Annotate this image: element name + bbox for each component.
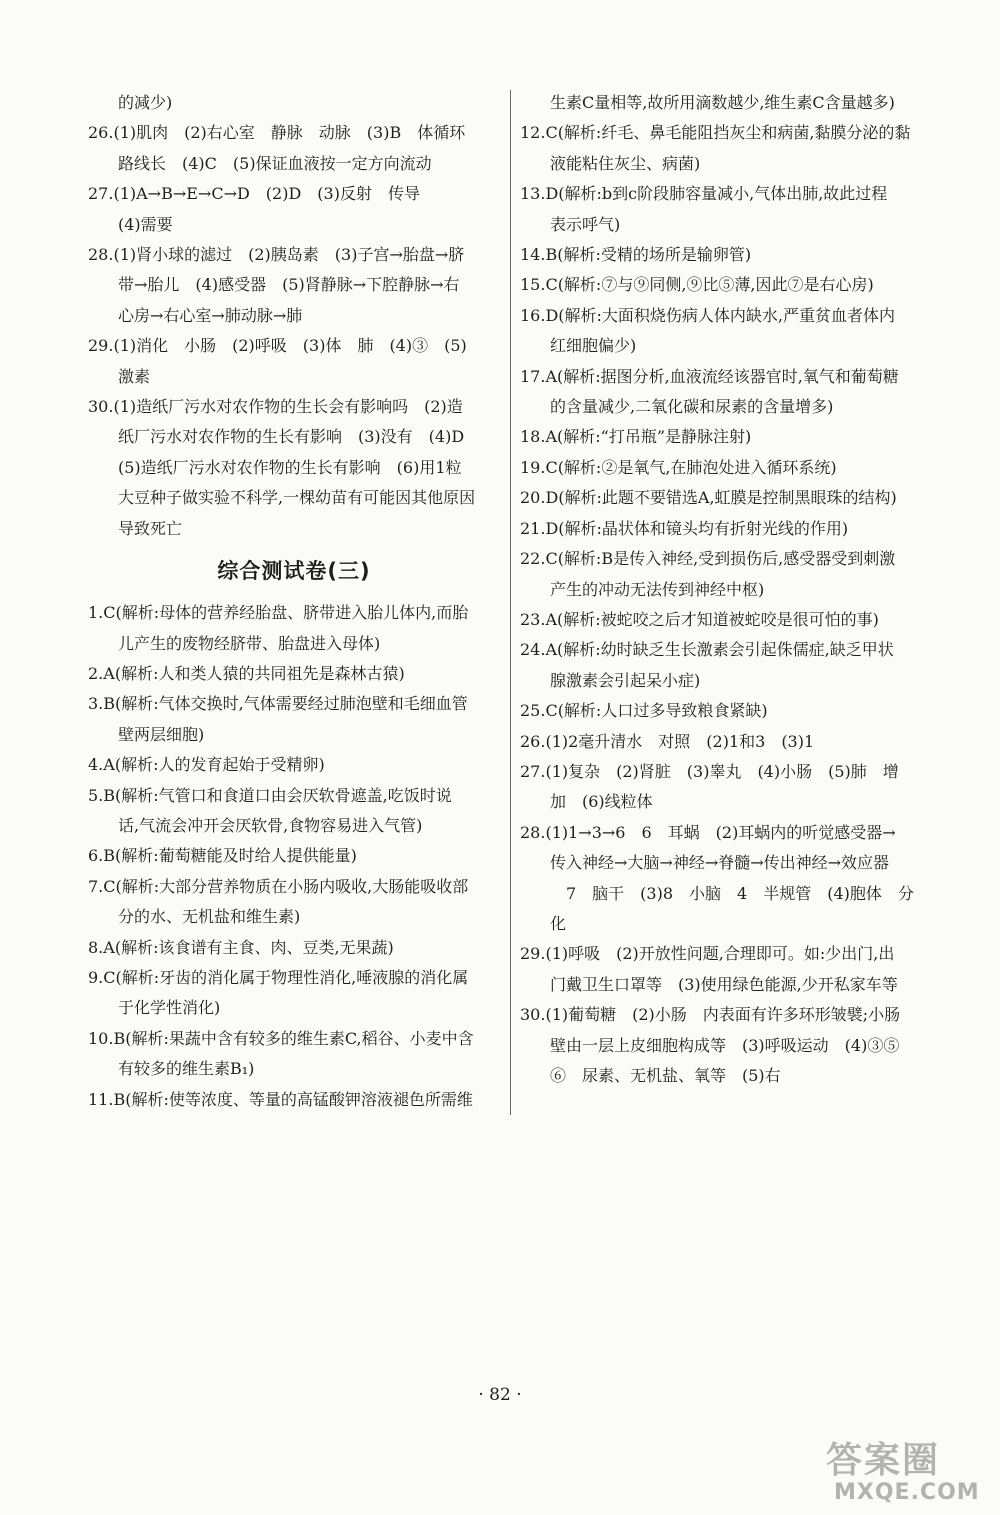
answer-line: 22.C(解析:B是传入神经,受到损伤后,感受器受到刺激	[520, 549, 896, 569]
left-answer-list-2	[88, 598, 500, 1115]
answer-item	[88, 88, 500, 118]
answer-line: 壁两层细胞)	[118, 724, 205, 744]
answer-line: 8.A(解析:该食谱有主食、肉、豆类,无果蔬)	[88, 937, 394, 957]
answer-line: 分的水、无机盐和维生素)	[118, 907, 301, 927]
answer-item	[88, 392, 500, 544]
answer-line: 17.A(解析:据图分析,血液流经该器官时,氧气和葡萄糖	[520, 366, 899, 386]
answer-item	[520, 362, 935, 423]
right-answer-list	[520, 88, 935, 1091]
answer-line: 壁由一层上皮细胞构成等 (3)呼吸运动 (4)③⑤	[550, 1035, 900, 1055]
answer-line: 18.A(解析:“打吊瓶”是静脉注射)	[520, 427, 752, 447]
answer-item	[520, 514, 935, 544]
answer-item	[88, 933, 500, 963]
answer-line: 红细胞偏少)	[550, 336, 637, 356]
answer-line: 心房→右心室→肺动脉→肺	[118, 305, 303, 325]
answer-line: 5.B(解析:气管口和食道口由会厌软骨遮盖,吃饭时说	[88, 785, 452, 805]
answer-line: 12.C(解析:纤毛、鼻毛能阻挡灰尘和病菌,黏膜分泌的黏	[520, 123, 911, 143]
answer-line: 产生的冲动无法传到神经中枢)	[550, 579, 765, 599]
answer-line: 29.(1)呼吸 (2)开放性问题,合理即可。如:少出门,出	[520, 944, 895, 964]
answer-line: (5)造纸厂污水对农作物的生长有影响 (6)用1粒	[118, 457, 462, 477]
answer-item	[88, 1024, 500, 1085]
column-divider	[510, 90, 511, 1115]
left-answer-list	[88, 88, 500, 544]
answer-line: 门戴卫生口罩等 (3)使用绿色能源,少开私家车等	[550, 974, 898, 994]
answer-item	[88, 1085, 500, 1115]
answer-line: 30.(1)葡萄糖 (2)小肠 内表面有许多环形皱襞;小肠	[520, 1005, 901, 1025]
answer-item	[520, 544, 935, 605]
watermark-text: 答案圈	[826, 1440, 941, 1481]
answer-line: 腺激素会引起呆小症)	[550, 670, 701, 690]
answer-item	[88, 872, 500, 933]
answer-line: 话,气流会冲开会厌软骨,食物容易进入气管)	[118, 815, 423, 835]
answer-line: 激素	[118, 366, 151, 386]
answer-item	[88, 963, 500, 1024]
answer-line: 21.D(解析:晶状体和镜头均有折射光线的作用)	[520, 518, 849, 538]
right-column	[520, 88, 935, 1091]
answer-line: 28.(1)1→3→6 6 耳蜗 (2)耳蜗内的听觉感受器→	[520, 822, 896, 842]
answer-line: 16.D(解析:大面积烧伤病人体内缺水,严重贫血者体内	[520, 305, 895, 325]
answer-line: 传入神经→大脑→神经→脊髓→传出神经→效应器	[550, 853, 890, 873]
answer-line: 20.D(解析:此题不要错选A,虹膜是控制黑眼珠的结构)	[520, 488, 897, 508]
answer-item	[520, 301, 935, 362]
answer-item	[520, 88, 935, 118]
answer-item	[88, 841, 500, 871]
answer-line: 4.A(解析:人的发育起始于受精卵)	[88, 755, 325, 775]
answer-line: 14.B(解析:受精的场所是输卵管)	[520, 245, 752, 265]
answer-item	[520, 240, 935, 270]
answer-item	[88, 179, 500, 240]
answer-line: 30.(1)造纸厂污水对农作物的生长会有影响吗 (2)造	[88, 397, 463, 417]
answer-item	[520, 757, 935, 818]
answer-line: 于化学性消化)	[118, 998, 221, 1018]
answer-item	[520, 727, 935, 757]
answer-item	[520, 422, 935, 452]
answer-line: 大豆种子做实验不科学,一棵幼苗有可能因其他原因	[118, 488, 476, 508]
answer-item	[520, 483, 935, 513]
answer-line: 儿产生的废物经脐带、胎盘进入母体)	[118, 633, 381, 653]
answer-line: (4)需要	[118, 214, 173, 234]
answer-item	[520, 605, 935, 635]
answer-line: 带→胎儿 (4)感受器 (5)肾静脉→下腔静脉→右	[118, 275, 460, 295]
answer-item	[88, 240, 500, 331]
answer-item	[88, 689, 500, 750]
answer-line: 加 (6)线粒体	[550, 792, 653, 812]
answer-line: 29.(1)消化 小肠 (2)呼吸 (3)体 肺 (4)③ (5)	[88, 336, 467, 356]
answer-item	[520, 118, 935, 179]
answer-line: 7.C(解析:大部分营养物质在小肠内吸收,大肠能吸收部	[88, 876, 469, 896]
answer-line: 27.(1)A→B→E→C→D (2)D (3)反射 传导	[88, 184, 420, 204]
answer-line: 纸厂污水对农作物的生长有影响 (3)没有 (4)D	[118, 427, 465, 447]
answer-line: 表示呼气)	[550, 214, 621, 234]
answer-line: 的含量减少,二氧化碳和尿素的含量增多)	[550, 397, 834, 417]
answer-item	[520, 818, 935, 940]
answer-line: 24.A(解析:幼时缺乏生长激素会引起侏儒症,缺乏甲状	[520, 640, 894, 660]
answer-item	[88, 781, 500, 842]
answer-item	[520, 939, 935, 1000]
answer-line: 26.(1)肌肉 (2)右心室 静脉 动脉 (3)B 体循环	[88, 123, 466, 143]
answer-line: 7 脑干 (3)8 小脑 4 半规管 (4)胞体 分	[550, 883, 914, 903]
page-number: · 82 ·	[478, 1385, 522, 1405]
left-column	[88, 88, 500, 1115]
answer-line: 15.C(解析:⑦与⑨同侧,⑨比⑤薄,因此⑦是右心房)	[520, 275, 874, 295]
answer-line: 导致死亡	[118, 518, 183, 538]
answer-line: 27.(1)复杂 (2)肾脏 (3)睾丸 (4)小肠 (5)肺 增	[520, 761, 899, 781]
answer-line: 液能粘住灰尘、病菌)	[550, 153, 701, 173]
answer-line: 2.A(解析:人和类人猿的共同祖先是森林古猿)	[88, 663, 405, 683]
answer-item	[88, 659, 500, 689]
answer-item	[88, 118, 500, 179]
answer-line: 路线长 (4)C (5)保证血液按一定方向流动	[118, 153, 432, 173]
answer-item	[88, 598, 500, 659]
answer-line: 10.B(解析:果蔬中含有较多的维生素C,稻谷、小麦中含	[88, 1028, 474, 1048]
answer-item	[88, 750, 500, 780]
answer-line: 生素C量相等,故所用滴数越少,维生素C含量越多)	[550, 93, 895, 112]
watermark-logo	[822, 1428, 982, 1508]
answer-item	[88, 331, 500, 392]
answer-line: 13.D(解析:b到c阶段肺容量减小,气体出肺,故此过程	[520, 184, 888, 204]
answer-line: 23.A(解析:被蛇咬之后才知道被蛇咬是很可怕的事)	[520, 609, 879, 629]
answer-item	[520, 179, 935, 240]
answer-item	[520, 453, 935, 483]
answer-item	[520, 1000, 935, 1091]
answer-line: 有较多的维生素B₁)	[118, 1059, 255, 1079]
answer-line: 11.B(解析:使等浓度、等量的高锰酸钾溶液褪色所需维	[88, 1089, 473, 1109]
answer-line: ⑥ 尿素、无机盐、氧等 (5)右	[550, 1066, 781, 1085]
answer-line: 1.C(解析:母体的营养经胎盘、脐带进入胎儿体内,而胎	[88, 603, 469, 623]
answer-line: 26.(1)2毫升清水 对照 (2)1和3 (3)1	[520, 731, 815, 751]
answer-line: 28.(1)肾小球的滤过 (2)胰岛素 (3)子宫→胎盘→脐	[88, 245, 465, 265]
answer-line: 6.B(解析:葡萄糖能及时给人提供能量)	[88, 846, 357, 866]
watermark-url: MXQE.COM	[834, 1480, 980, 1505]
answer-line: 9.C(解析:牙齿的消化属于物理性消化,唾液腺的消化属	[88, 967, 469, 987]
answer-item	[520, 696, 935, 726]
answer-item	[520, 635, 935, 696]
answer-item	[520, 270, 935, 300]
answer-line: 3.B(解析:气体交换时,气体需要经过肺泡壁和毛细血管	[88, 694, 468, 714]
answer-line: 化	[550, 913, 567, 933]
answer-line: 的减少)	[118, 93, 173, 112]
answer-line: 19.C(解析:②是氧气,在肺泡处进入循环系统)	[520, 457, 837, 477]
answer-line: 25.C(解析:人口过多导致粮食紧缺)	[520, 701, 768, 721]
section-title: 综合测试卷(三)	[217, 559, 371, 584]
